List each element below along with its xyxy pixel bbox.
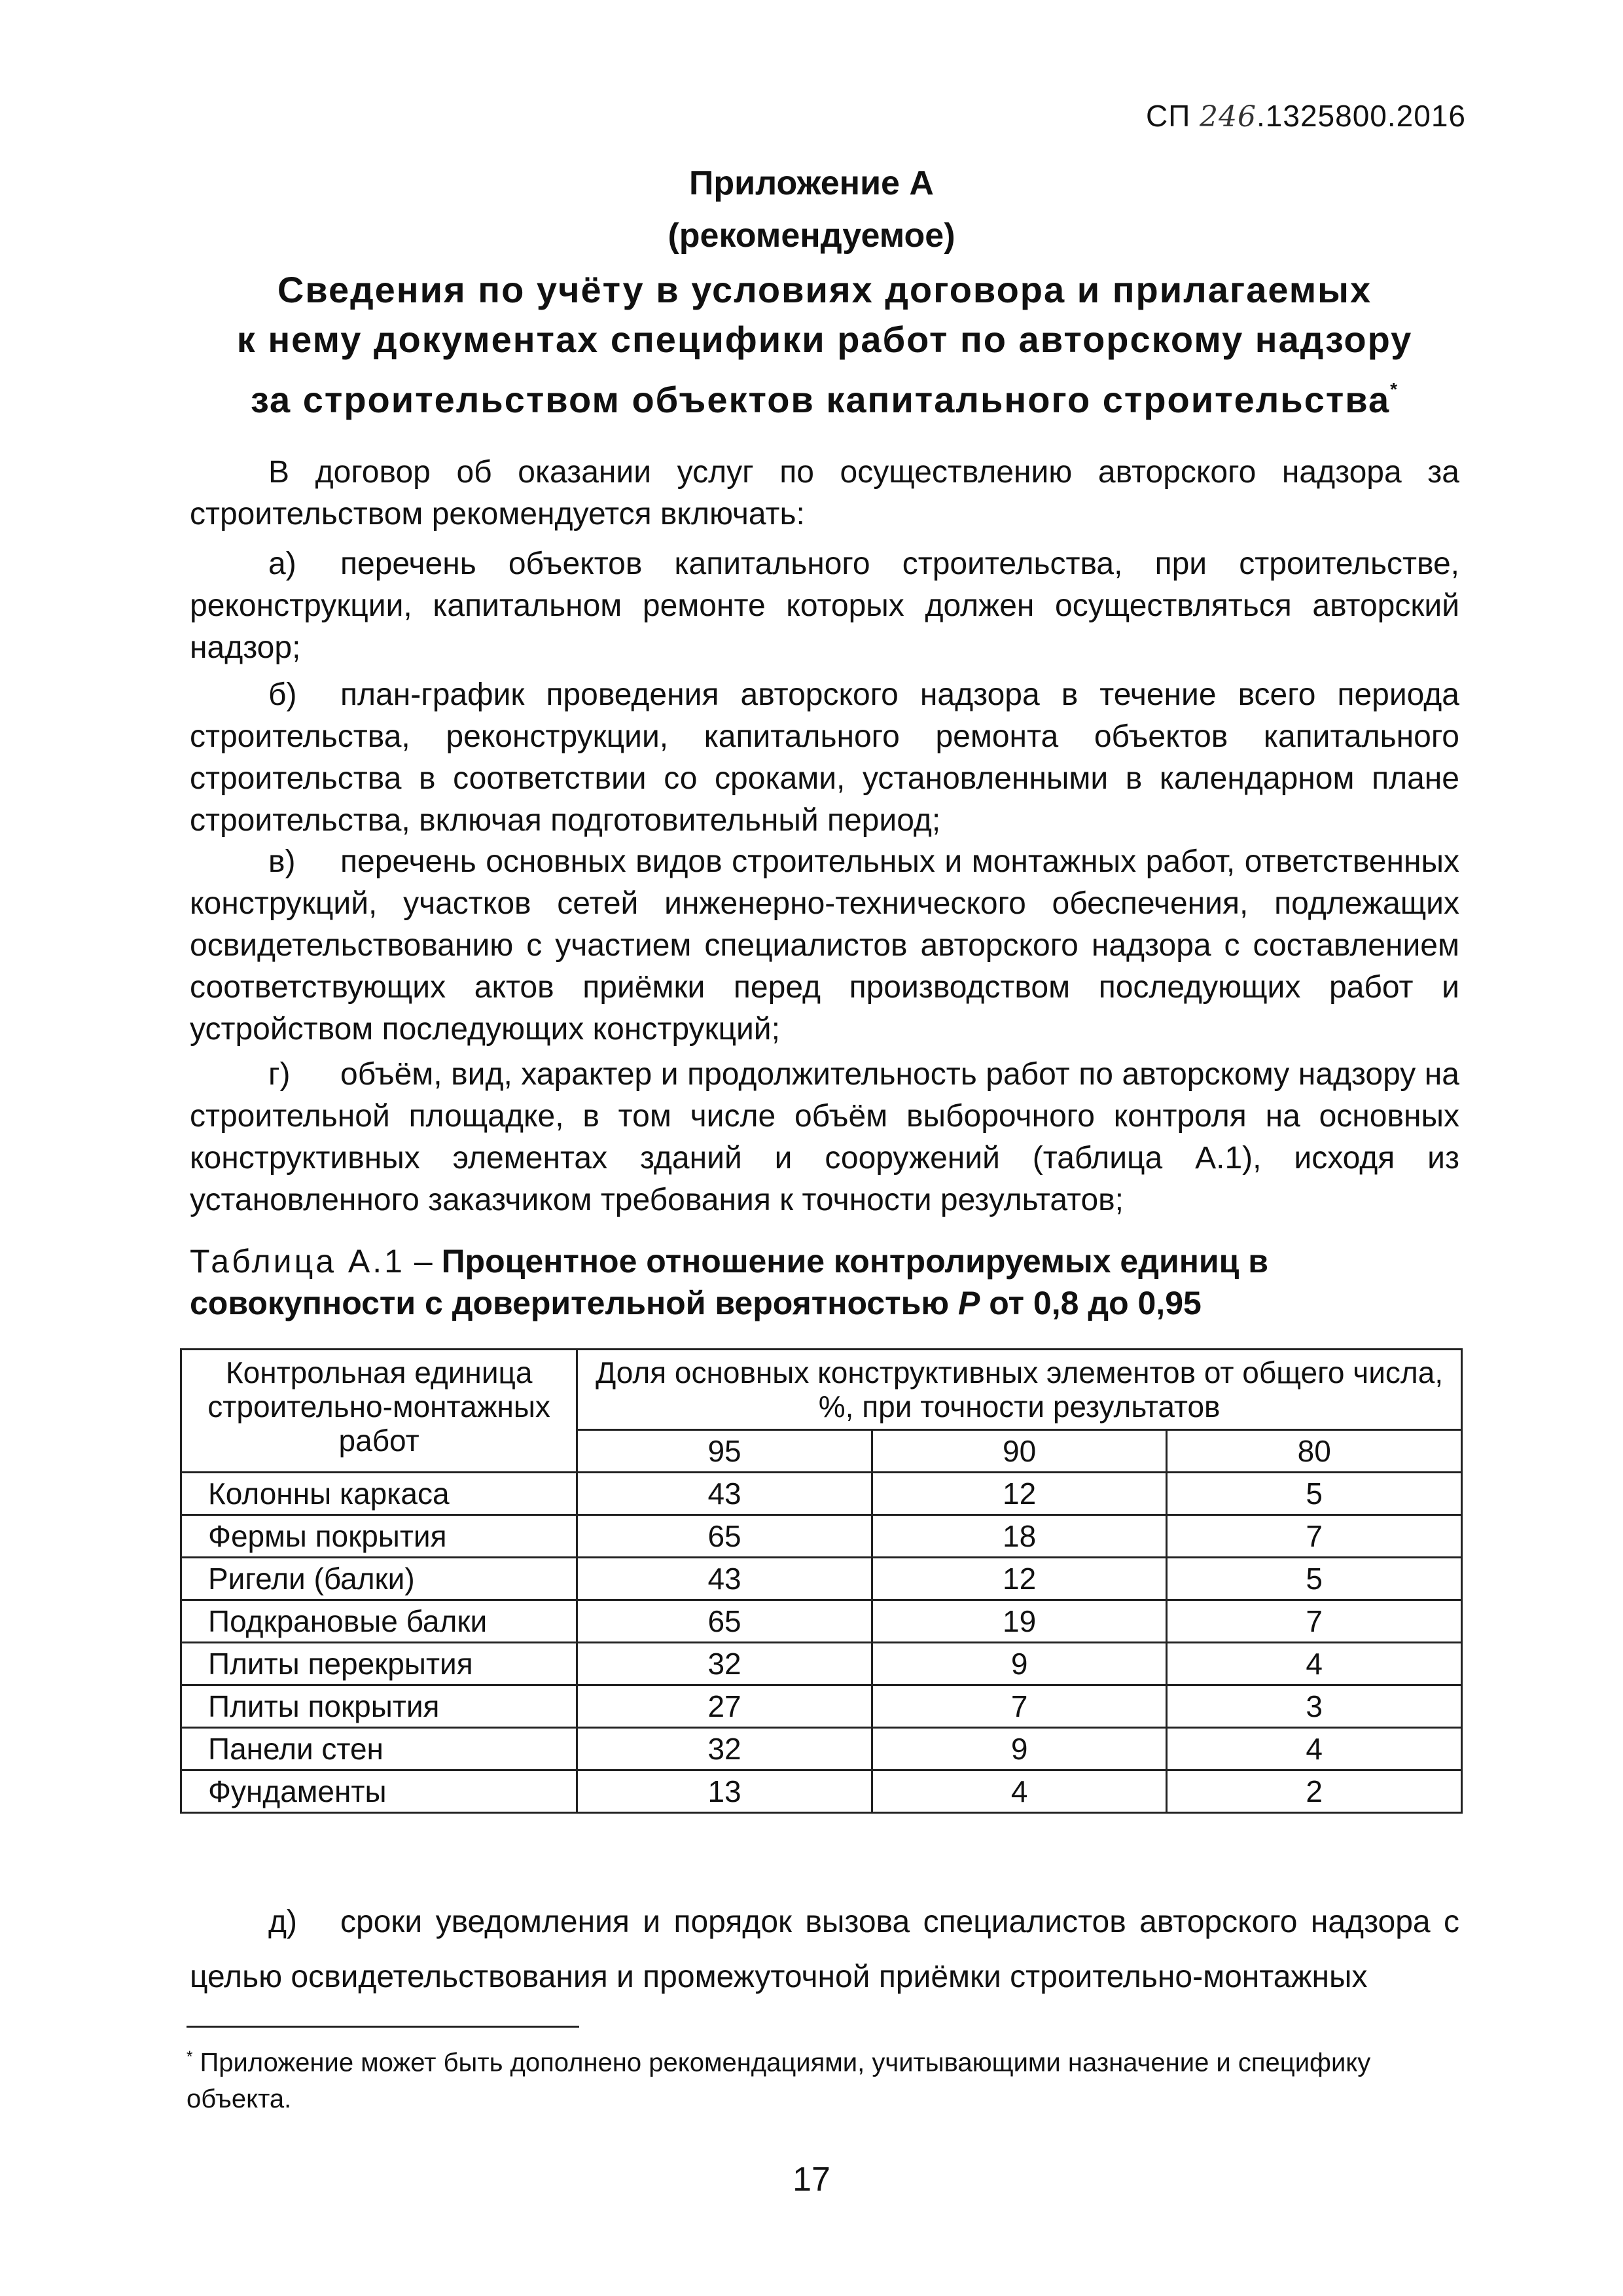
table-row (181, 1600, 1462, 1643)
list-item-d-text: сроки уведомления и порядок вызова специалистов авторского надзора с целью освидетельствования и промежуточной приёмки строительно-монтажных (190, 1905, 1459, 1994)
table-caption (190, 1240, 1459, 1324)
row-value-90: 9 (872, 1643, 1167, 1685)
table-header-row (181, 1350, 1462, 1430)
row-value-80: 5 (1167, 1473, 1462, 1515)
intro-paragraph: В договор об оказании услуг по осуществлению авторского надзора за строительством рекомендуется включать: (190, 455, 1459, 531)
row-value-80: 4 (1167, 1728, 1462, 1770)
table-row (181, 1685, 1462, 1728)
row-value-95: 32 (577, 1643, 872, 1685)
document-code (1146, 98, 1466, 134)
row-value-95: 43 (577, 1558, 872, 1600)
list-item-b-text: план-график проведения авторского надзора в течение всего периода строительства, реконструкции, капитального ремонта объектов капитального строительства в соответствии со сроками, установленными в календарном плане строительства, включая подготовительный период; (190, 677, 1459, 838)
row-value-90: 18 (872, 1515, 1167, 1558)
table-row (181, 1558, 1462, 1600)
row-name: Ригели (балки) (181, 1558, 577, 1600)
row-value-90: 12 (872, 1473, 1167, 1515)
row-value-80: 7 (1167, 1600, 1462, 1643)
row-name: Подкрановые балки (181, 1600, 577, 1643)
table-row (181, 1770, 1462, 1813)
row-value-90: 4 (872, 1770, 1167, 1813)
row-value-80: 4 (1167, 1643, 1462, 1685)
row-value-80: 7 (1167, 1515, 1462, 1558)
list-item-v-text: перечень основных видов строительных и монтажных работ, ответственных конструкций, участков сетей инженерно-технического обеспечения, подлежащих освидетельствованию с участием специалистов авторского надзора с составлением соответствующих актов приёмки перед производством последующих работ и устройством последующих конструкций; (190, 844, 1459, 1047)
table-row (181, 1515, 1462, 1558)
row-value-90: 12 (872, 1558, 1167, 1600)
row-value-80: 3 (1167, 1685, 1462, 1728)
appendix-heading-line-3-text: за строительством объектов капитального строительства (250, 379, 1391, 420)
appendix-heading-line-3 (190, 365, 1459, 425)
row-value-80: 5 (1167, 1558, 1462, 1600)
table-row (181, 1643, 1462, 1685)
row-value-90: 19 (872, 1600, 1167, 1643)
table-caption-probability-symbol: Р (958, 1285, 980, 1321)
list-marker-a: а) (268, 547, 296, 581)
column-header-accuracy-90: 90 (872, 1430, 1167, 1473)
list-item-d (190, 1895, 1459, 2005)
footnote-divider (187, 2026, 579, 2028)
list-marker-g: г) (268, 1057, 291, 1092)
row-name: Колонны каркаса (181, 1473, 577, 1515)
appendix-title: Приложение А (689, 164, 934, 202)
list-item-a (190, 543, 1459, 669)
table-caption-title-part-a: Процентное отношение контролируемых единиц в совокупности с доверительной вероятностью (190, 1243, 1269, 1321)
appendix-heading-line-2: к нему документах специфики работ по авторскому надзору (236, 319, 1413, 360)
table-caption-title-part-b: от 0,8 до 0,95 (980, 1285, 1202, 1321)
list-marker-d: д) (268, 1905, 297, 1939)
footnote-mark: * (187, 2048, 193, 2066)
row-name: Плиты покрытия (181, 1685, 577, 1728)
row-value-90: 9 (872, 1728, 1167, 1770)
table-caption-label: Таблица А.1 (190, 1243, 405, 1280)
document-code-prefix: СП (1145, 99, 1200, 133)
row-name: Плиты перекрытия (181, 1643, 577, 1685)
appendix-type: (рекомендуемое) (668, 217, 955, 255)
page-number: 17 (793, 2161, 830, 2198)
row-value-95: 65 (577, 1600, 872, 1643)
column-header-accuracy-95: 95 (577, 1430, 872, 1473)
table-caption-dash: – (405, 1243, 442, 1280)
footnote-reference-mark: * (1390, 379, 1399, 399)
list-item-a-text: перечень объектов капитального строительства, при строительстве, реконструкции, капитальном ремонте которых должен осуществляться авторский надзор; (190, 547, 1459, 665)
row-value-80: 2 (1167, 1770, 1462, 1813)
row-name: Фермы покрытия (181, 1515, 577, 1558)
row-value-95: 32 (577, 1728, 872, 1770)
footnote (187, 2039, 1459, 2117)
column-header-accuracy-80: 80 (1167, 1430, 1462, 1473)
column-header-control-unit: Контрольная единица строительно-монтажных работ (181, 1350, 577, 1473)
control-units-table (180, 1348, 1463, 1814)
appendix-heading-line-1: Сведения по учёту в условиях договора и прилагаемых (277, 269, 1372, 310)
footnote-text: Приложение может быть дополнено рекомендациями, учитывающими назначение и специфику объекта. (187, 2048, 1371, 2114)
list-marker-b: б) (268, 677, 297, 712)
column-header-share: Доля основных конструктивных элементов от общего числа, %, при точности результатов (577, 1350, 1462, 1430)
row-value-95: 65 (577, 1515, 872, 1558)
list-item-b (190, 674, 1459, 842)
list-item-g (190, 1054, 1459, 1221)
appendix-heading (190, 265, 1459, 425)
row-name: Фундаменты (181, 1770, 577, 1813)
list-item-v (190, 841, 1459, 1050)
table-row (181, 1473, 1462, 1515)
row-name: Панели стен (181, 1728, 577, 1770)
document-code-suffix: .1325800.2016 (1257, 99, 1466, 133)
row-value-95: 27 (577, 1685, 872, 1728)
list-item-g-text: объём, вид, характер и продолжительность работ по авторскому надзору на строительной площадке, в том числе объём выборочного контроля на основных конструктивных элементах зданий и сооружений (таблица А.1), исходя из установленного заказчиком требования к точности результатов; (190, 1057, 1459, 1217)
row-value-95: 13 (577, 1770, 872, 1813)
list-marker-v: в) (268, 844, 296, 879)
row-value-90: 7 (872, 1685, 1167, 1728)
row-value-95: 43 (577, 1473, 872, 1515)
table-row (181, 1728, 1462, 1770)
document-code-handwritten-number: 246 (1200, 100, 1257, 134)
